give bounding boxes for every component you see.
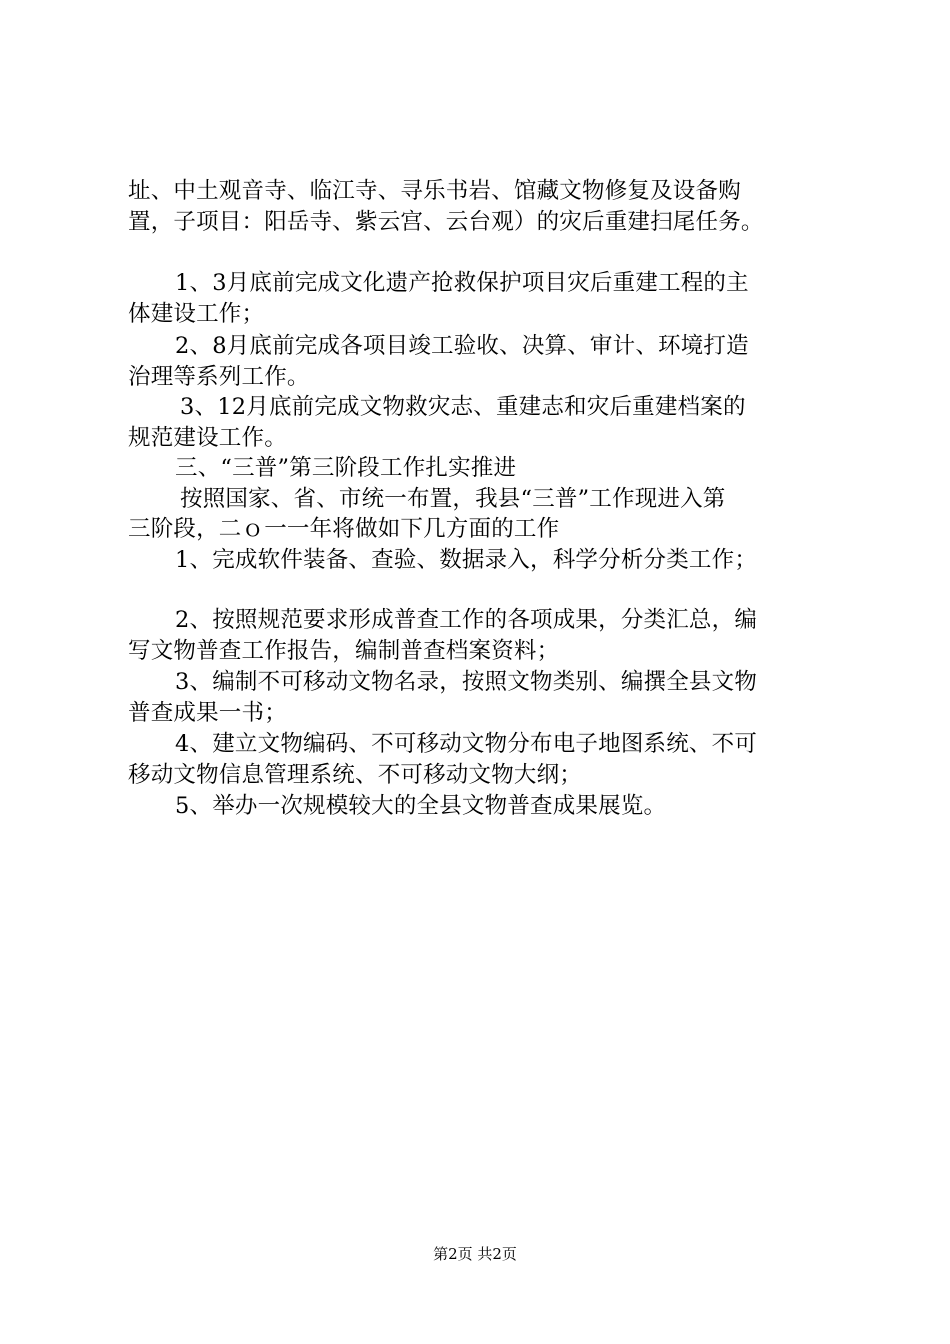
text-line: 写文物普查工作报告，编制普查档案资料； — [128, 638, 560, 664]
text-line: 治理等系列工作。 — [128, 364, 310, 390]
text-line: 普查成果一书； — [128, 700, 287, 726]
text-line: 1、完成软件装备、查验、数据录入，科学分析分类工作； — [175, 547, 758, 573]
text-line: 5、举办一次规模较大的全县文物普查成果展览。 — [175, 793, 667, 819]
text-line: 规范建设工作。 — [128, 425, 287, 451]
text-line: 1、3月底前完成文化遗产抢救保护项目灾后重建工程的主 — [175, 270, 749, 296]
text-line: 2、按照规范要求形成普查工作的各项成果，分类汇总，编 — [175, 607, 758, 633]
text-line: 2、8月底前完成各项目竣工验收、决算、审计、环境打造 — [175, 333, 749, 359]
text-line: 三阶段，二ｏ一一年将做如下几方面的工作 — [128, 516, 560, 542]
text-line: 址、中土观音寺、临江寺、寻乐书岩、馆藏文物修复及设备购 — [128, 178, 741, 204]
text-line: 3、编制不可移动文物名录，按照文物类别、编撰全县文物 — [175, 669, 758, 695]
text-line: 置，子项目：阳岳寺、紫云宫、云台观）的灾后重建扫尾任务。 — [128, 209, 764, 235]
page-footer: 第2页 共2页 — [433, 1245, 517, 1263]
text-line: 3、12月底前完成文物救灾志、重建志和灾后重建档案的 — [180, 394, 746, 420]
text-line: 4、建立文物编码、不可移动文物分布电子地图系统、不可 — [175, 731, 758, 757]
text-line: 移动文物信息管理系统、不可移动文物大纲； — [128, 762, 583, 788]
text-line: 按照国家、省、市统一布置，我县“三普”工作现进入第 — [180, 486, 726, 512]
section-heading: 三、“三普”第三阶段工作扎实推进 — [175, 455, 517, 481]
text-line: 体建设工作； — [128, 301, 265, 327]
